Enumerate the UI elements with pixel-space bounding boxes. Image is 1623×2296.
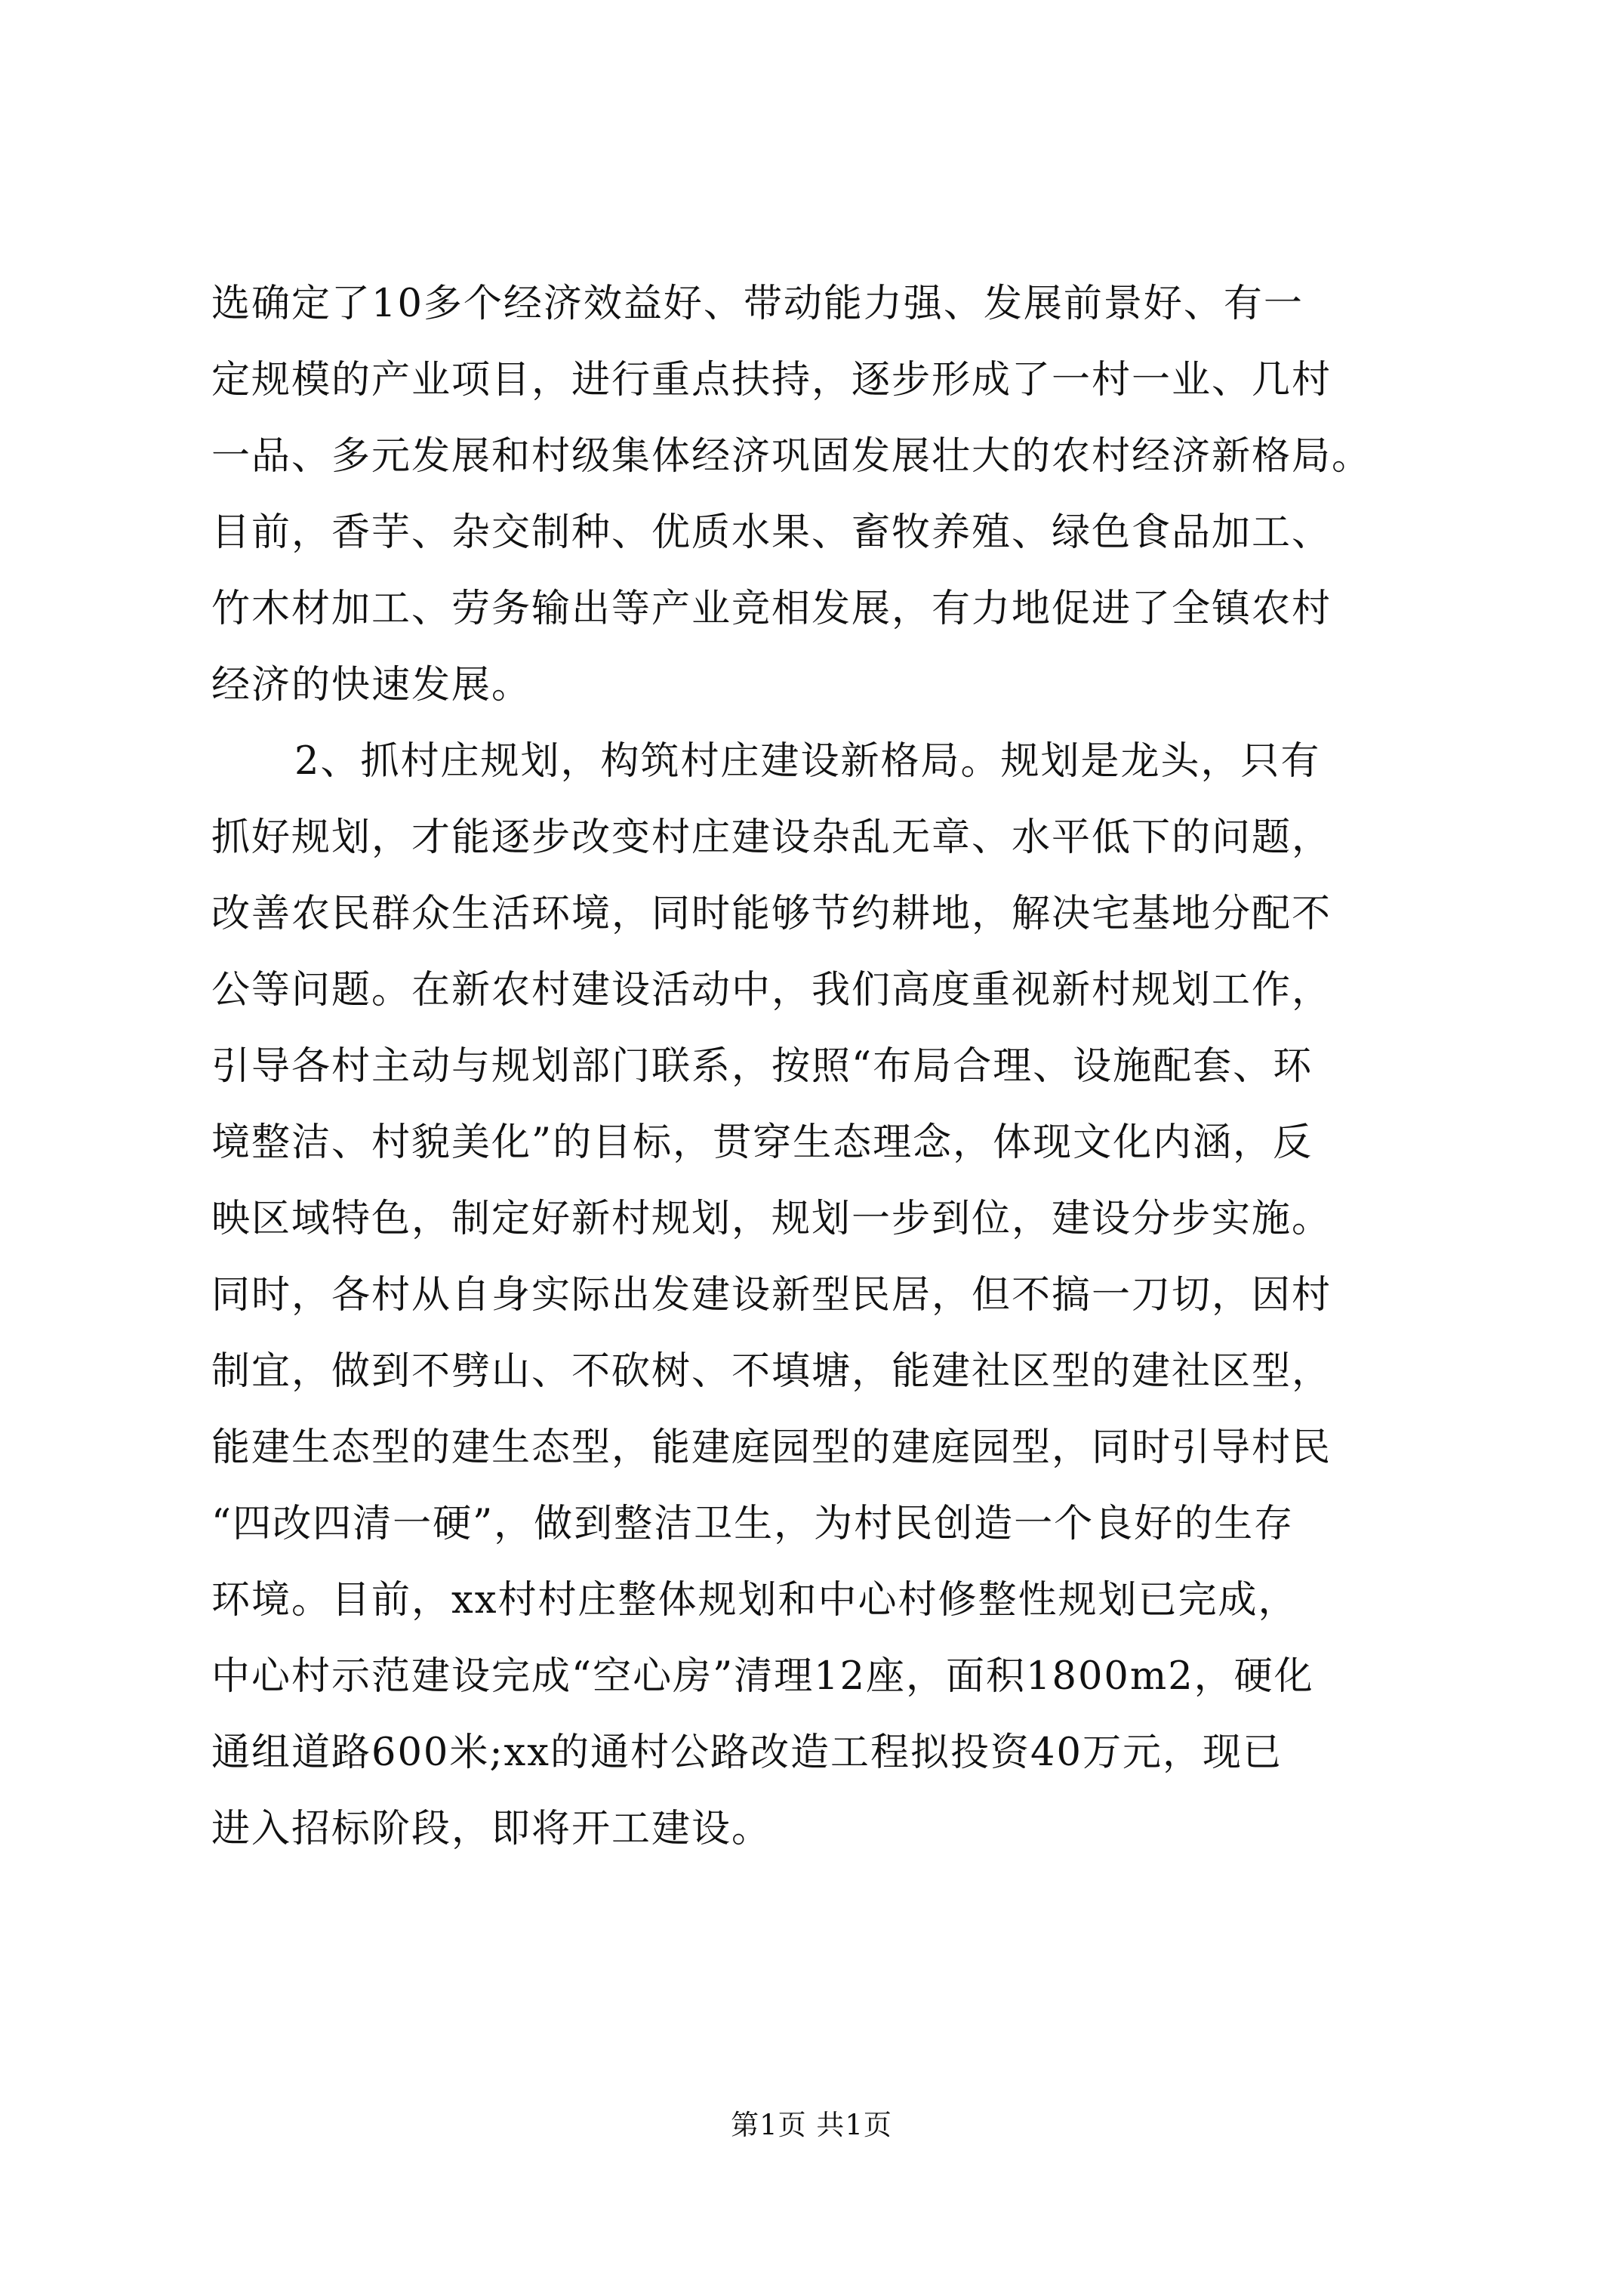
paragraph-2-line-15: 进入招标阶段，即将开工建设。 (211, 1807, 772, 1851)
paragraph-2-line-6: 境整洁、村貌美化”的目标，贯穿生态理念，体现文化内涵，反 (211, 1120, 1313, 1165)
paragraph-2-line-2: 抓好规划，才能逐步改变村庄建设杂乱无章、水平低下的问题， (211, 815, 1332, 860)
paragraph-2-line-5: 引导各村主动与规划部门联系，按照“布局合理、设施配套、环 (211, 1044, 1313, 1089)
paragraph-2-line-10: 能建生态型的建生态型，能建庭园型的建庭园型，同时引导村民 (211, 1425, 1332, 1470)
paragraph-2-line-11: “四改四清一硬”，做到整洁卫生，为村民创造一个良好的生存 (211, 1502, 1295, 1546)
paragraph-2-line-12: 环境。目前，xx村村庄整体规划和中心村修整性规划已完成， (211, 1578, 1298, 1623)
paragraph-2-line-14: 通组道路600米;xx的通村公路改造工程拟投资40万元，现已 (211, 1730, 1283, 1775)
paragraph-2-line-7: 映区域特色，制定好新村规划，规划一步到位，建设分步实施。 (211, 1197, 1332, 1241)
page-number-footer: 第1页 共1页 (731, 2109, 892, 2141)
paragraph-1-line-6: 经济的快速发展。 (211, 663, 532, 707)
paragraph-2-line-9: 制宜，做到不劈山、不砍树、不填塘，能建社区型的建社区型， (211, 1349, 1332, 1394)
paragraph-1-line-2: 定规模的产业项目，进行重点扶持，逐步形成了一村一业、几村 (211, 358, 1332, 402)
paragraph-2-line-3: 改善农民群众生活环境，同时能够节约耕地，解决宅基地分配不 (211, 892, 1332, 936)
document-body (211, 266, 1464, 1867)
paragraph-2-line-1: 2、抓村庄规划，构筑村庄建设新格局。规划是龙头，只有 (294, 739, 1321, 784)
paragraph-1-line-5: 竹木材加工、劳务输出等产业竞相发展，有力地促进了全镇农村 (211, 587, 1332, 631)
paragraph-2-line-13: 中心村示范建设完成“空心房”清理12座，面积1800m2，硬化 (211, 1654, 1314, 1699)
paragraph-1-line-3: 一品、多元发展和村级集体经济巩固发展壮大的农村经济新格局。 (211, 434, 1372, 479)
paragraph-1-line-4: 目前，香芋、杂交制种、优质水果、畜牧养殖、绿色食品加工、 (211, 510, 1332, 555)
paragraph-2-line-8: 同时，各村从自身实际出发建设新型民居，但不搞一刀切，因村 (211, 1273, 1332, 1318)
paragraph-2-line-4: 公等问题。在新农村建设活动中，我们高度重视新村规划工作， (211, 968, 1332, 1012)
paragraph-1-line-1: 选确定了10多个经济效益好、带动能力强、发展前景好、有一 (211, 282, 1304, 326)
